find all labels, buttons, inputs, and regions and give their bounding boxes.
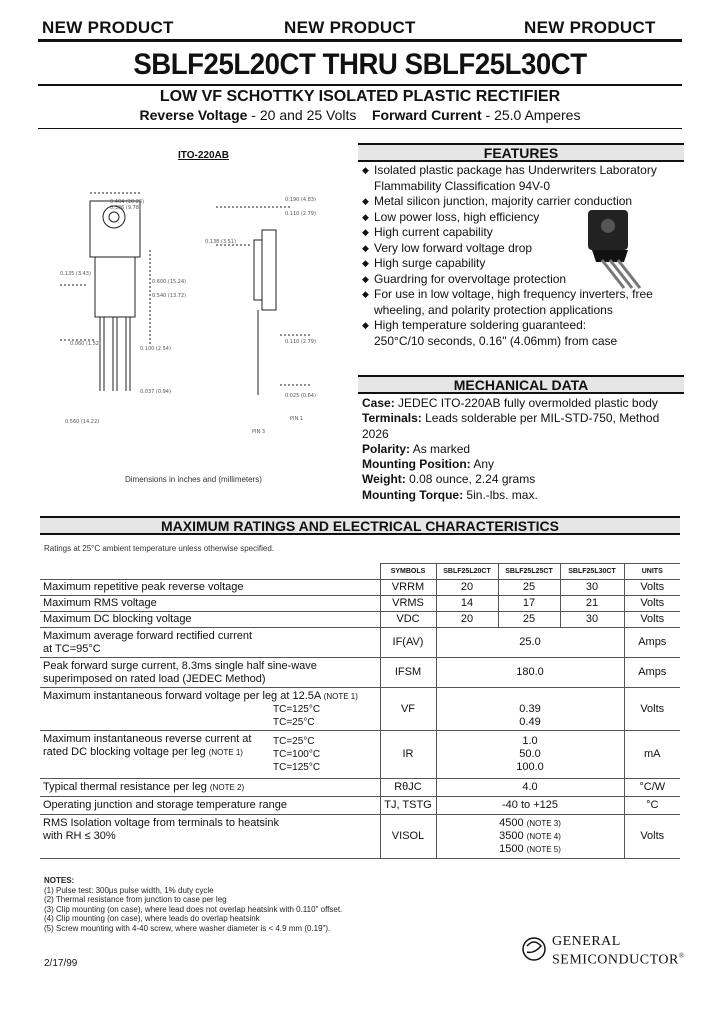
column-header: SBLF25L20CT xyxy=(436,564,498,580)
reverse-voltage-value: - 20 and 25 Volts xyxy=(247,107,357,123)
mounting-position-label: Mounting Position: xyxy=(362,457,471,472)
svg-text:0.600 (15.24): 0.600 (15.24) xyxy=(152,279,187,285)
svg-text:0.404 (10.26): 0.404 (10.26) xyxy=(110,199,145,205)
terminals-label: Terminals: xyxy=(362,411,422,426)
case-value: JEDEC ITO-220AB fully overmolded plastic body xyxy=(394,396,658,410)
table-row: Peak forward surge current, 8.3ms single half sine-wave superimposed on rated load (JEDEC Method) IFSM 180.0 Amps xyxy=(40,658,680,688)
ratings-summary xyxy=(0,107,720,123)
svg-text:0.110 (2.79): 0.110 (2.79) xyxy=(285,211,316,217)
table-row: Maximum DC blocking voltage VDC 20 25 30 Volts xyxy=(40,612,680,628)
logo-mark-icon xyxy=(520,934,548,964)
header-rule-bottom xyxy=(38,84,682,86)
table-row: RMS Isolation voltage from terminals to heatsink with RH ≤ 30% VISOL 4500 (NOTE 3) 3500 (NOTE 4) 1500 (NOTE 5) Volts xyxy=(40,815,680,859)
header-rule-top xyxy=(38,39,682,42)
polarity-label: Polarity: xyxy=(362,441,411,456)
column-header: SBLF25L25CT xyxy=(498,564,560,580)
column-header: SBLF25L30CT xyxy=(560,564,624,580)
reverse-voltage-label: Reverse Voltage xyxy=(139,107,248,123)
case-label: Case: xyxy=(362,396,395,410)
terminals-value: Leads solderable per MIL-STD-750, Method 2026 xyxy=(362,411,660,441)
feature-item: ◆ Isolated plastic package has Underwriters Laboratory Flammability Classification 94V-0 xyxy=(362,163,662,194)
note-item: (2) Thermal resistance from junction to case per leg xyxy=(44,895,227,904)
notes-section xyxy=(44,876,342,933)
page-title: SBLF25L20CT THRU SBLF25L30CT xyxy=(133,48,587,81)
subtitle-rule xyxy=(38,128,682,129)
svg-text:0.135 (3.43): 0.135 (3.43) xyxy=(60,271,91,277)
mounting-position-value: Any xyxy=(470,457,494,472)
feature-item: ◆ High current capability xyxy=(362,225,572,241)
svg-text:0.037 (0.94): 0.037 (0.94) xyxy=(140,389,171,395)
forward-current-value: - 25.0 Amperes xyxy=(481,107,581,123)
weight-value: 0.08 ounce, 2.24 grams xyxy=(405,472,536,487)
document-date: 2/17/99 xyxy=(44,958,78,969)
note-item: (4) Clip mounting (on case), where leads do overlap heatsink xyxy=(44,914,260,923)
new-product-label-center: NEW PRODUCT xyxy=(284,18,416,37)
polarity-value: As marked xyxy=(410,441,471,456)
forward-current-label: Forward Current xyxy=(371,107,482,123)
ratings-note: Ratings at 25°C ambient temperature unless otherwise specified. xyxy=(44,544,274,553)
ratings-heading: MAXIMUM RATINGS AND ELECTRICAL CHARACTERISTICS xyxy=(40,516,680,535)
feature-item: ◆ For use in low voltage, high frequency inverters, free wheeling, and polarity protection applications xyxy=(362,287,662,318)
svg-text:PIN 1: PIN 1 xyxy=(290,416,304,422)
svg-text:0.100 (2.54): 0.100 (2.54) xyxy=(140,346,171,352)
package-outline-drawing xyxy=(40,165,340,465)
table-row: Maximum RMS voltage VRMS 14 17 21 Volts xyxy=(40,596,680,612)
ratings-table xyxy=(40,563,680,859)
dimensions-note: Dimensions in inches and (millimeters) xyxy=(125,475,262,484)
feature-item: ◆ Metal silicon junction, majority carrier conduction xyxy=(362,194,662,210)
company-logo xyxy=(520,930,700,970)
table-row: Operating junction and storage temperature range TJ, TSTG -40 to +125 °C xyxy=(40,797,680,815)
table-header-row xyxy=(40,564,680,580)
feature-item: ◆ Very low forward voltage drop xyxy=(362,241,572,257)
mounting-torque-label: Mounting Torque: xyxy=(362,487,464,502)
new-product-label-left: NEW PRODUCT xyxy=(42,18,174,37)
weight-label: Weight: xyxy=(362,472,406,487)
feature-item: ◆ Guardring for overvoltage protection xyxy=(362,272,582,288)
svg-text:0.110 (2.79): 0.110 (2.79) xyxy=(285,339,316,345)
feature-item: ◆ High temperature soldering guaranteed: 250°C/10 seconds, 0.16" (4.06mm) from case xyxy=(362,318,632,349)
table-row: Maximum instantaneous reverse current at rated DC blocking voltage per leg (NOTE 1) TC=25°C TC=100°C TC=125°C IR 1.0 50.0 100.0 mA xyxy=(40,731,680,779)
table-row: Maximum repetitive peak reverse voltage VRRM 20 25 30 Volts xyxy=(40,580,680,596)
table-row: Maximum average forward rectified current at TC=95°C IF(AV) 25.0 Amps xyxy=(40,628,680,658)
feature-item: ◆ High surge capability xyxy=(362,256,572,272)
svg-text:0.560 (14.22): 0.560 (14.22) xyxy=(65,419,100,425)
mounting-torque-value: 5in.-lbs. max. xyxy=(463,487,538,502)
column-header: SYMBOLS xyxy=(380,564,436,580)
svg-text:0.190 (4.83): 0.190 (4.83) xyxy=(285,197,316,203)
logo-registered-mark: ® xyxy=(678,952,685,960)
svg-text:0.138 (3.51): 0.138 (3.51) xyxy=(205,239,236,245)
features-heading: FEATURES xyxy=(358,143,684,162)
table-row: Maximum instantaneous forward voltage per leg at 12.5A (NOTE 1) TC=125°C TC=25°C VF 0.39 0.49 Volts xyxy=(40,688,680,731)
svg-text:0.540 (13.72): 0.540 (13.72) xyxy=(152,293,187,299)
new-product-label-right: NEW PRODUCT xyxy=(524,18,656,37)
table-row: Typical thermal resistance per leg (NOTE 2) RθJC 4.0 °C/W xyxy=(40,779,680,797)
logo-text-semiconductor: SEMICONDUCTOR xyxy=(552,952,679,968)
svg-text:0.060 (1.52): 0.060 (1.52) xyxy=(70,341,101,347)
svg-text:0.025 (0.64): 0.025 (0.64) xyxy=(285,393,316,399)
note-item: (1) Pulse test: 300μs pulse width, 1% duty cycle xyxy=(44,885,214,895)
svg-text:0.386 (9.78): 0.386 (9.78) xyxy=(110,205,141,211)
page-subtitle: LOW VF SCHOTTKY ISOLATED PLASTIC RECTIFIER xyxy=(159,88,561,105)
column-header: UNITS xyxy=(624,564,680,580)
features-list xyxy=(362,163,692,349)
note-item: (3) Clip mounting (on case), where lead does not overlap heatsink with 0.110" offset. xyxy=(44,904,343,914)
feature-item: ◆ Low power loss, high efficiency xyxy=(362,210,572,226)
mechanical-heading: MECHANICAL DATA xyxy=(358,375,684,394)
package-label: ITO-220AB xyxy=(178,150,229,161)
mechanical-data xyxy=(362,396,682,503)
logo-text-general: GENERAL xyxy=(552,934,621,949)
svg-text:PIN 3: PIN 3 xyxy=(252,429,266,435)
notes-heading: NOTES: xyxy=(44,876,75,885)
note-item: (5) Screw mounting with 4-40 screw, where washer diameter is < 4.9 mm (0.19"). xyxy=(44,923,331,933)
